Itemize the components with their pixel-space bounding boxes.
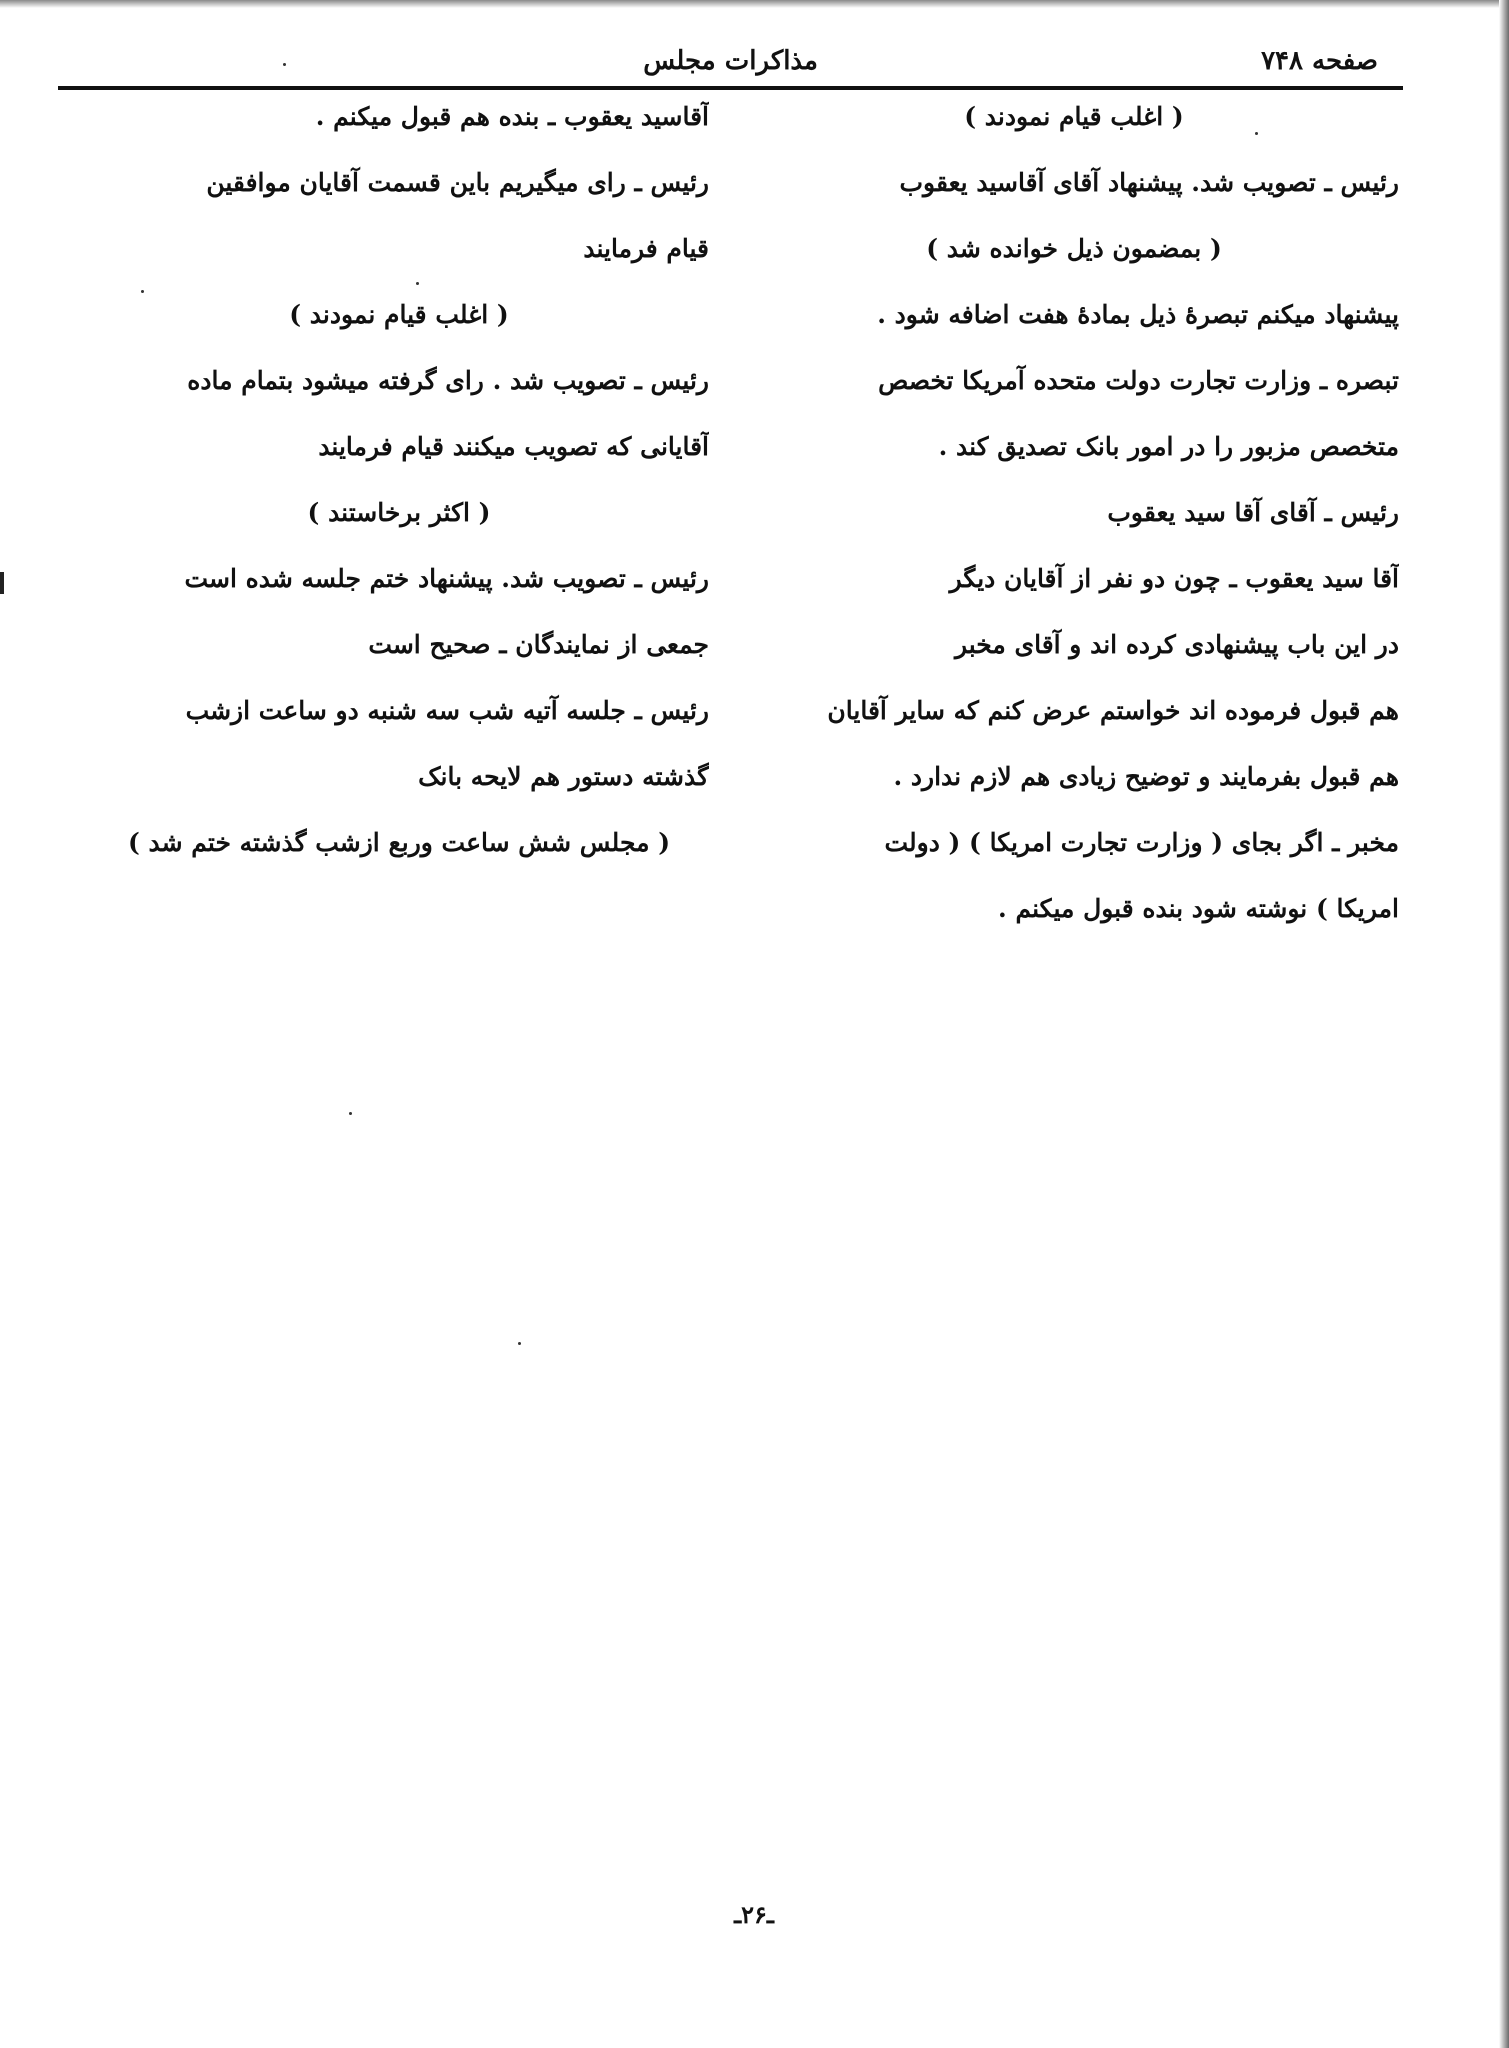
- page-number-label: صفحه ۷۴۸: [1261, 46, 1378, 76]
- text-line: ( اغلب قیام نمودند ): [964, 102, 1184, 131]
- text-line: رئیس ـ تصویب شد. پیشنهاد آقای آقاسید یعقوب: [899, 168, 1399, 197]
- scan-shadow-top: [0, 0, 1509, 8]
- text-line: آقایانی که تصویب میکنند قیام فرمایند: [318, 432, 709, 461]
- text-line: ( اغلب قیام نمودند ): [289, 300, 509, 329]
- scan-speck: [1255, 132, 1258, 135]
- text-line: رئیس ـ تصویب شد . رای گرفته میشود بتمام ماده: [187, 366, 709, 395]
- text-line: مخبر ـ اگر بجای ( وزارت تجارت امریکا ) ( دولت: [884, 828, 1399, 857]
- text-line: جمعی از نمایندگان ـ صحیح است: [368, 630, 709, 659]
- scan-speck: [349, 1112, 352, 1115]
- text-line: ( اکثر برخاستند ): [307, 498, 491, 527]
- journal-title: مذاکرات مجلس: [643, 46, 818, 76]
- scan-shadow-right: [1499, 0, 1509, 2048]
- text-line: قیام فرمایند: [583, 234, 709, 263]
- scan-speck: [141, 290, 144, 293]
- right-column: [749, 96, 1399, 954]
- scan-speck: [518, 1342, 521, 1345]
- scan-speck: [283, 63, 286, 66]
- folio-number: ـ۲۶ـ: [734, 1900, 774, 1929]
- text-line: ( بمضمون ذیل خوانده شد ): [926, 234, 1222, 263]
- text-line: هم قبول بفرمایند و توضیح زیادی هم لازم ندارد .: [893, 762, 1399, 791]
- text-line: گذشته دستور هم لایحه بانک: [418, 762, 709, 791]
- text-line: رئیس ـ تصویب شد. پیشنهاد ختم جلسه شده است: [184, 564, 709, 593]
- text-line: رئیس ـ آقای آقا سید یعقوب: [1107, 498, 1399, 527]
- left-column: [89, 96, 709, 888]
- text-line: هم قبول فرموده اند خواستم عرض کنم که سایر آقایان: [827, 696, 1399, 725]
- text-line: ( مجلس شش ساعت وربع ازشب گذشته ختم شد ): [127, 828, 671, 857]
- text-line: تبصره ـ وزارت تجارت دولت متحده آمریکا تخصص: [878, 366, 1399, 395]
- text-line: رئیس ـ رای میگیریم باین قسمت آقایان موافقین: [206, 168, 709, 197]
- text-line: آقاسید یعقوب ـ بنده هم قبول میکنم .: [315, 102, 709, 131]
- page-header: [58, 38, 1398, 88]
- scan-speck: [416, 282, 419, 285]
- text-line: رئیس ـ جلسه آتیه شب سه شنبه دو ساعت ازشب: [185, 696, 709, 725]
- text-line: امریکا ) نوشته شود بنده قبول میکنم .: [998, 894, 1399, 923]
- text-line: در این باب پیشنهادی کرده اند و آقای مخبر: [954, 630, 1399, 659]
- header-rule: [58, 86, 1403, 90]
- text-line: آقا سید یعقوب ـ چون دو نفر از آقایان دیگر: [949, 564, 1399, 593]
- text-line: پیشنهاد میکنم تبصرهٔ ذیل بمادهٔ هفت اضافه شود .: [877, 300, 1399, 329]
- text-line: متخصص مزبور را در امور بانک تصدیق کند .: [938, 432, 1399, 461]
- scan-edge-mark: [0, 572, 4, 594]
